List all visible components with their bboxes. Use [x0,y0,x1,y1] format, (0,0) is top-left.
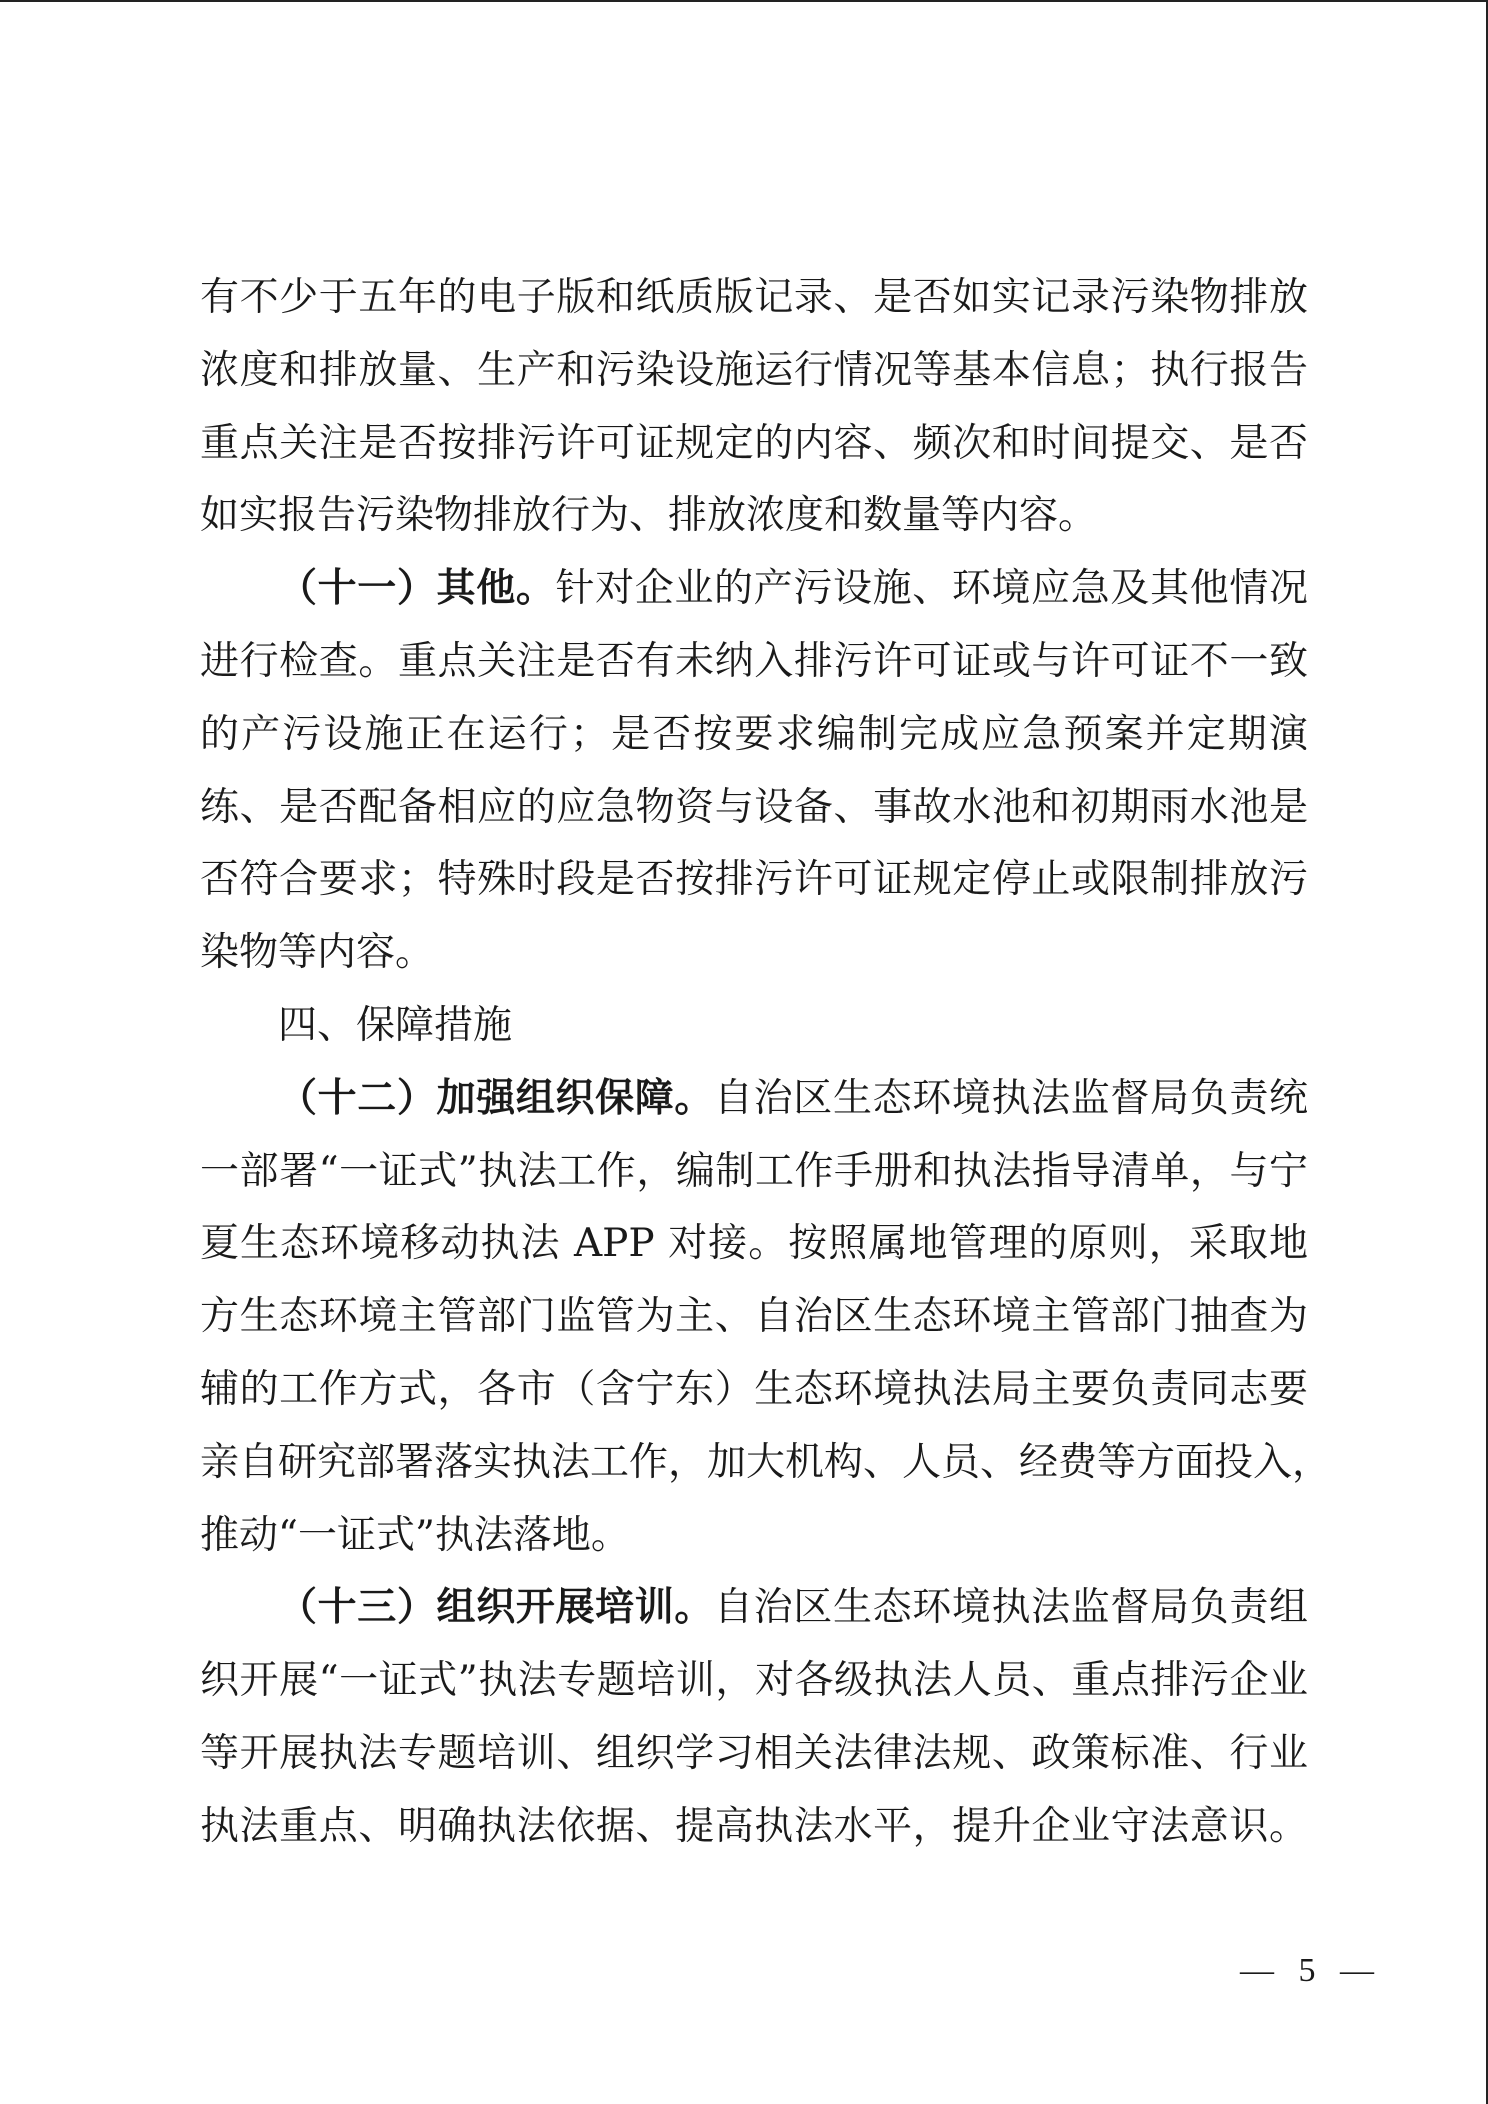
item-13-heading: （十三）组织开展培训。 [278,1585,715,1631]
item-11-heading: （十一）其他。 [278,566,556,612]
section-heading: 四、保障措施 [278,1002,513,1048]
body-line: 进行检查。重点关注是否有未纳入排污许可证或与许可证不一致 [200,638,1308,684]
body-text: 自治区生态环境执法监督局负责组 [714,1585,1308,1631]
body-line: 有不少于五年的电子版和纸质版记录、是否如实记录污染物排放 [200,275,1308,320]
body-line: 推动“一证式”执法落地。 [200,1512,630,1558]
body-line: 否符合要求；特殊时段是否按排污许可证规定停止或限制排放污 [200,857,1308,903]
body-text: 针对企业的产污设施、环境应急及其他情况 [555,566,1308,612]
body-line: 等开展执法专题培训、组织学习相关法律法规、政策标准、行业 [200,1730,1308,1776]
body-line: 浓度和排放量、生产和污染设施运行情况等基本信息；执行报告 [200,347,1308,393]
body-text: 自治区生态环境执法监督局负责统 [714,1075,1308,1121]
body-line: 夏生态环境移动执法 APP 对接。按照属地管理的原则，采取地 [200,1221,1308,1267]
paragraph-item-13 [200,1572,1308,1645]
page-number: — 5 — [1240,1952,1382,1989]
document-body [200,262,1332,1864]
body-line: 方生态环境主管部门监管为主、自治区生态环境主管部门抽查为 [200,1294,1308,1340]
body-line: 重点关注是否按排污许可证规定的内容、频次和时间提交、是否 [200,420,1308,466]
body-line: 织开展“一证式”执法专题培训，对各级执法人员、重点排污企业 [200,1658,1308,1704]
body-line: 的产污设施正在运行；是否按要求编制完成应急预案并定期演 [200,711,1308,757]
item-12-heading: （十二）加强组织保障。 [278,1075,715,1121]
paragraph-item-12 [200,1063,1308,1136]
body-line: 执法重点、明确执法依据、提高执法水平，提升企业守法意识。 [200,1803,1308,1849]
body-line: 染物等内容。 [200,930,435,976]
body-line: 一部署“一证式”执法工作，编制工作手册和执法指导清单，与宁 [200,1148,1308,1194]
body-line: 练、是否配备相应的应急物资与设备、事故水池和初期雨水池是 [200,784,1308,830]
body-line: 辅的工作方式，各市（含宁东）生态环境执法局主要负责同志要 [200,1366,1308,1412]
body-line: 亲自研究部署落实执法工作，加大机构、人员、经费等方面投入， [200,1439,1332,1485]
paragraph-item-11 [200,553,1308,626]
body-line: 如实报告污染物排放行为、排放浓度和数量等内容。 [200,493,1098,539]
